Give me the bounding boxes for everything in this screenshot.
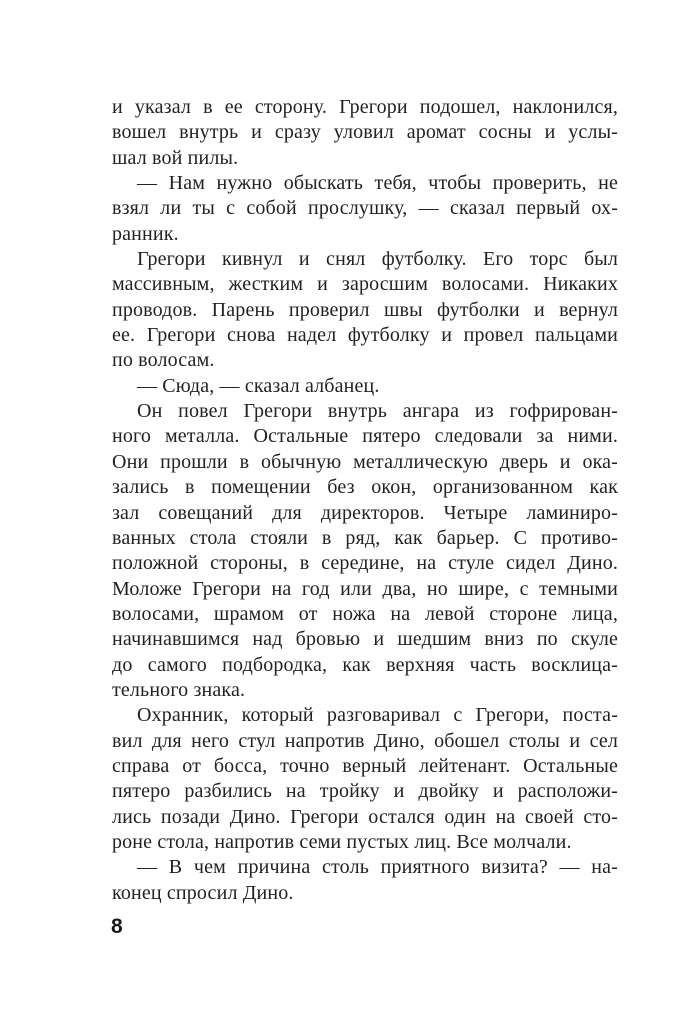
paragraph bbox=[112, 95, 618, 171]
text-line: волосами, шрамом от ножа на левой стороне лица, bbox=[112, 602, 618, 625]
paragraph bbox=[112, 374, 618, 399]
text-line: до самого подбородка, как верхняя часть восклица- bbox=[112, 653, 618, 676]
page-number: 8 bbox=[111, 915, 123, 938]
text-line: тельного знака. bbox=[112, 678, 246, 701]
paragraph bbox=[112, 247, 618, 374]
text-line: положной стороны, в середине, на стуле сидел Дино. bbox=[112, 552, 618, 575]
text-line: ее. Грегори снова надел футболку и провел пальцами bbox=[112, 324, 618, 347]
text-line: Охранник, который разговаривал с Грегори, поста- bbox=[137, 704, 618, 727]
text-line: лись позади Дино. Грегори остался один на своей сто- bbox=[112, 805, 618, 828]
text-line: массивным, жестким и заросшим волосами. Никаких bbox=[112, 273, 618, 296]
text-line: Они прошли в обычную металлическую дверь и ока- bbox=[112, 450, 618, 473]
text-line: — Сюда, — сказал албанец. bbox=[137, 374, 380, 397]
text-line: ного металла. Остальные пятеро следовали за ними. bbox=[112, 425, 618, 448]
text-line: зал совещаний для директоров. Четыре ламиниро- bbox=[112, 501, 618, 524]
text-line: ванных стола стояли в ряд, как барьер. С противо- bbox=[112, 526, 618, 549]
text-line: шал вой пилы. bbox=[112, 146, 239, 169]
paragraph bbox=[112, 703, 618, 855]
text-line: — В чем причина столь приятного визита? — на- bbox=[137, 856, 618, 879]
text-line: Грегори кивнул и снял футболку. Его торс был bbox=[137, 248, 618, 271]
text-line: роне стола, напротив семи пустых лиц. Все молчали. bbox=[112, 830, 572, 853]
text-line: взял ли ты с собой прослушку, — сказал первый ох- bbox=[112, 197, 618, 220]
text-line: конец спросил Дино. bbox=[112, 881, 294, 904]
text-line: справа от босса, точно верный лейтенант. Остальные bbox=[112, 754, 618, 777]
text-line: Он повел Грегори внутрь ангара из гофрирован- bbox=[137, 400, 618, 423]
text-line: начинавшимся над бровью и шедшим вниз по скуле bbox=[112, 628, 618, 651]
text-line: Моложе Грегори на год или два, но шире, с темными bbox=[112, 577, 618, 600]
text-line: вошел внутрь и сразу уловил аромат сосны и услы- bbox=[112, 121, 618, 144]
text-line: пятеро разбились на тройку и двойку и расположи- bbox=[112, 780, 618, 803]
text-line: вил для него стул напротив Дино, обошел столы и сел bbox=[112, 729, 618, 752]
page-text bbox=[112, 95, 618, 906]
text-line: проводов. Парень проверил швы футболки и вернул bbox=[112, 298, 618, 321]
paragraph bbox=[112, 171, 618, 247]
paragraph bbox=[112, 855, 618, 906]
text-line: зались в помещении без окон, организованном как bbox=[112, 476, 618, 499]
text-line: — Нам нужно обыскать тебя, чтобы проверить, не bbox=[137, 172, 618, 195]
paragraph bbox=[112, 399, 618, 703]
text-line: ранник. bbox=[112, 222, 179, 245]
text-line: по волосам. bbox=[112, 349, 215, 372]
text-line: и указал в ее сторону. Грегори подошел, наклонился, bbox=[112, 96, 618, 118]
